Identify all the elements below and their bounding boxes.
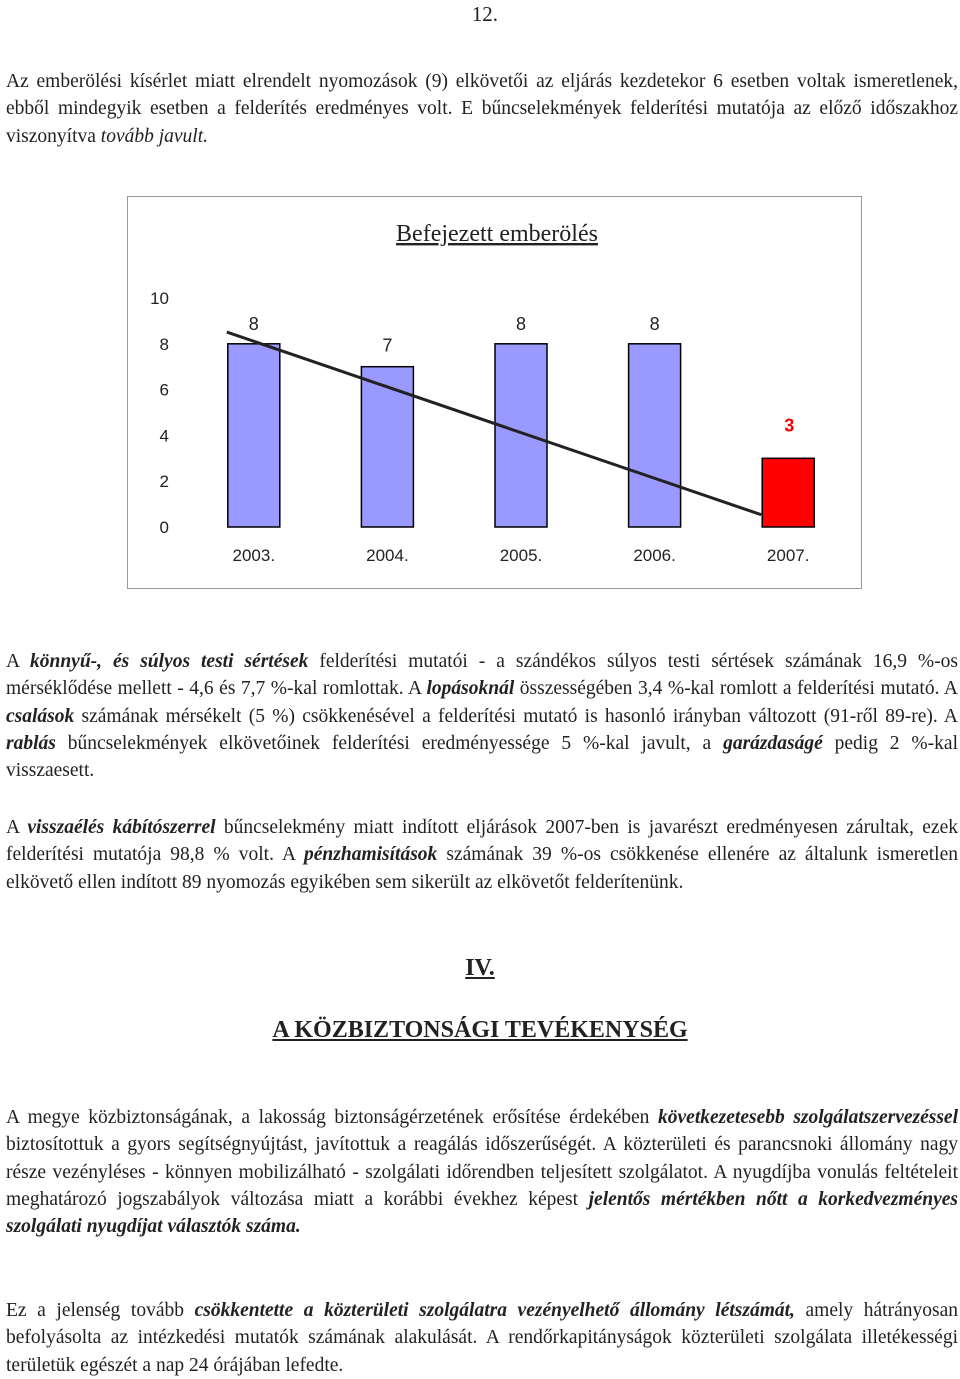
emphasis: könnyű-, és súlyos testi sértések xyxy=(29,651,309,672)
text: felderítési mutatói - a szándékos súlyos testi sértések számának 16,9 %-os mérséklődése mellett - 4,6 és 7,7 %-kal romlottak. A xyxy=(6,651,958,700)
y-tick-label: 10 xyxy=(150,289,169,308)
paragraph-homicide-attempt xyxy=(6,68,958,150)
bar-2007 xyxy=(762,458,814,527)
text: Ez a jelenség tovább xyxy=(6,1300,195,1321)
text: számának mérsékelt (5 %) csökkenésével a felderítési mutató is hasonló irányban változott (91-ről 89-re). A xyxy=(74,705,958,727)
x-tick-label: 2006. xyxy=(633,546,676,565)
text: számának 39 %-os csökkenése ellenére az általunk ismeretlen elkövető ellen indított 89 nyomozás egyikében sem sikerült az elkövetőt felderítenünk. xyxy=(6,844,959,893)
emphasis: csökkentette a közterületi szolgálatra vezényelhető állomány létszámát, xyxy=(194,1300,795,1321)
x-tick-label: 2005. xyxy=(499,546,543,565)
text: A xyxy=(6,651,30,672)
paragraph-drugs-counterfeit xyxy=(6,814,958,896)
x-tick-label: 2003. xyxy=(232,546,276,565)
text: amely hátrányosan befolyásolta az intézkedési mutatók számának alakulását. A rendőrkapitányságok közterületi szolgálata illetékességi területük egészét a nap 24 órájában lefedte. xyxy=(6,1300,958,1376)
bar-2006 xyxy=(629,344,681,527)
data-label: 8 xyxy=(649,313,660,334)
text: bűncselekmény miatt indított eljárások 2007-ben is javarészt eredményesen zárultak, ezek felderítési mutatója 98,8 % volt. A xyxy=(6,817,958,866)
emphasis: jelentős mértékben nőtt a korkedvezményes szolgálati nyugdíjat választók száma. xyxy=(6,1188,958,1238)
data-label: 8 xyxy=(515,313,527,334)
data-label: 7 xyxy=(382,335,393,356)
paragraph-public-safety xyxy=(6,1104,958,1240)
text: Az emberölési kísérlet miatt elrendelt nyomozások (9) elkövetői az eljárás kezdetekor 6 esetben voltak ismeretlenek, ebből mindegyik esetben a felderítés eredményes volt. E bűncselekmények felderítési mutatója az előző időszakhoz viszonyítva xyxy=(6,71,958,147)
bar-2004 xyxy=(361,367,413,527)
text: összességében 3,4 %-kal romlott a felderítési mutató. A xyxy=(514,678,958,700)
y-tick-label: 2 xyxy=(159,472,169,492)
text: A xyxy=(6,817,28,838)
text: bűncselekmények elkövetőinek felderítési eredményessége 5 %-kal javult, a xyxy=(55,732,724,754)
bar-2005 xyxy=(495,344,547,527)
y-tick-label: 8 xyxy=(159,334,169,354)
y-tick-label: 0 xyxy=(159,518,169,537)
emphasis: visszaélés kábítószerrel xyxy=(27,817,216,838)
x-tick-label: 2004. xyxy=(366,546,409,565)
y-tick-label: 6 xyxy=(159,380,169,400)
emphasis: lopásoknál xyxy=(426,678,515,700)
text: pedig 2 %-kal visszaesett. xyxy=(6,732,958,782)
y-tick-label: 4 xyxy=(159,426,169,446)
emphasis: tovább javult. xyxy=(100,125,209,147)
section-number: IV. xyxy=(465,955,495,981)
emphasis: pénzhamisítások xyxy=(304,844,438,866)
text: biztosítottuk a gyors segítségnyújtást, javítottuk a reagálás időszerűségét. A közterületi és parancsnoki állomány nagy része vezényléses - könnyen mobilizálható - szolgálati időrendben teljesített szolgálatot. A nyugdíjba vonulás feltételeit meghatározó jogszabályok változása miatt a korábbi évekhez képest xyxy=(6,1134,958,1210)
text: A megye közbiztonságának, a lakosság biztonságérzetének erősítése érdekében xyxy=(6,1107,659,1128)
chart-befejezett-emberoles xyxy=(127,196,863,590)
chart-title: Befejezett emberölés xyxy=(396,221,598,247)
emphasis: csalások xyxy=(6,705,75,727)
page-number: 12. xyxy=(471,2,498,26)
x-tick-label: 2007. xyxy=(766,546,810,565)
emphasis: rablás xyxy=(6,732,56,754)
section-title: A KÖZBIZTONSÁGI TEVÉKENYSÉG xyxy=(272,1017,688,1043)
bar-2003 xyxy=(228,344,280,527)
emphasis: garázdaságé xyxy=(723,732,823,754)
paragraph-assault-theft xyxy=(6,648,958,784)
data-label: 3 xyxy=(784,415,795,436)
emphasis: következetesebb szolgálatszervezéssel xyxy=(658,1107,958,1128)
paragraph-staffing xyxy=(6,1297,958,1379)
data-label: 8 xyxy=(248,313,259,334)
